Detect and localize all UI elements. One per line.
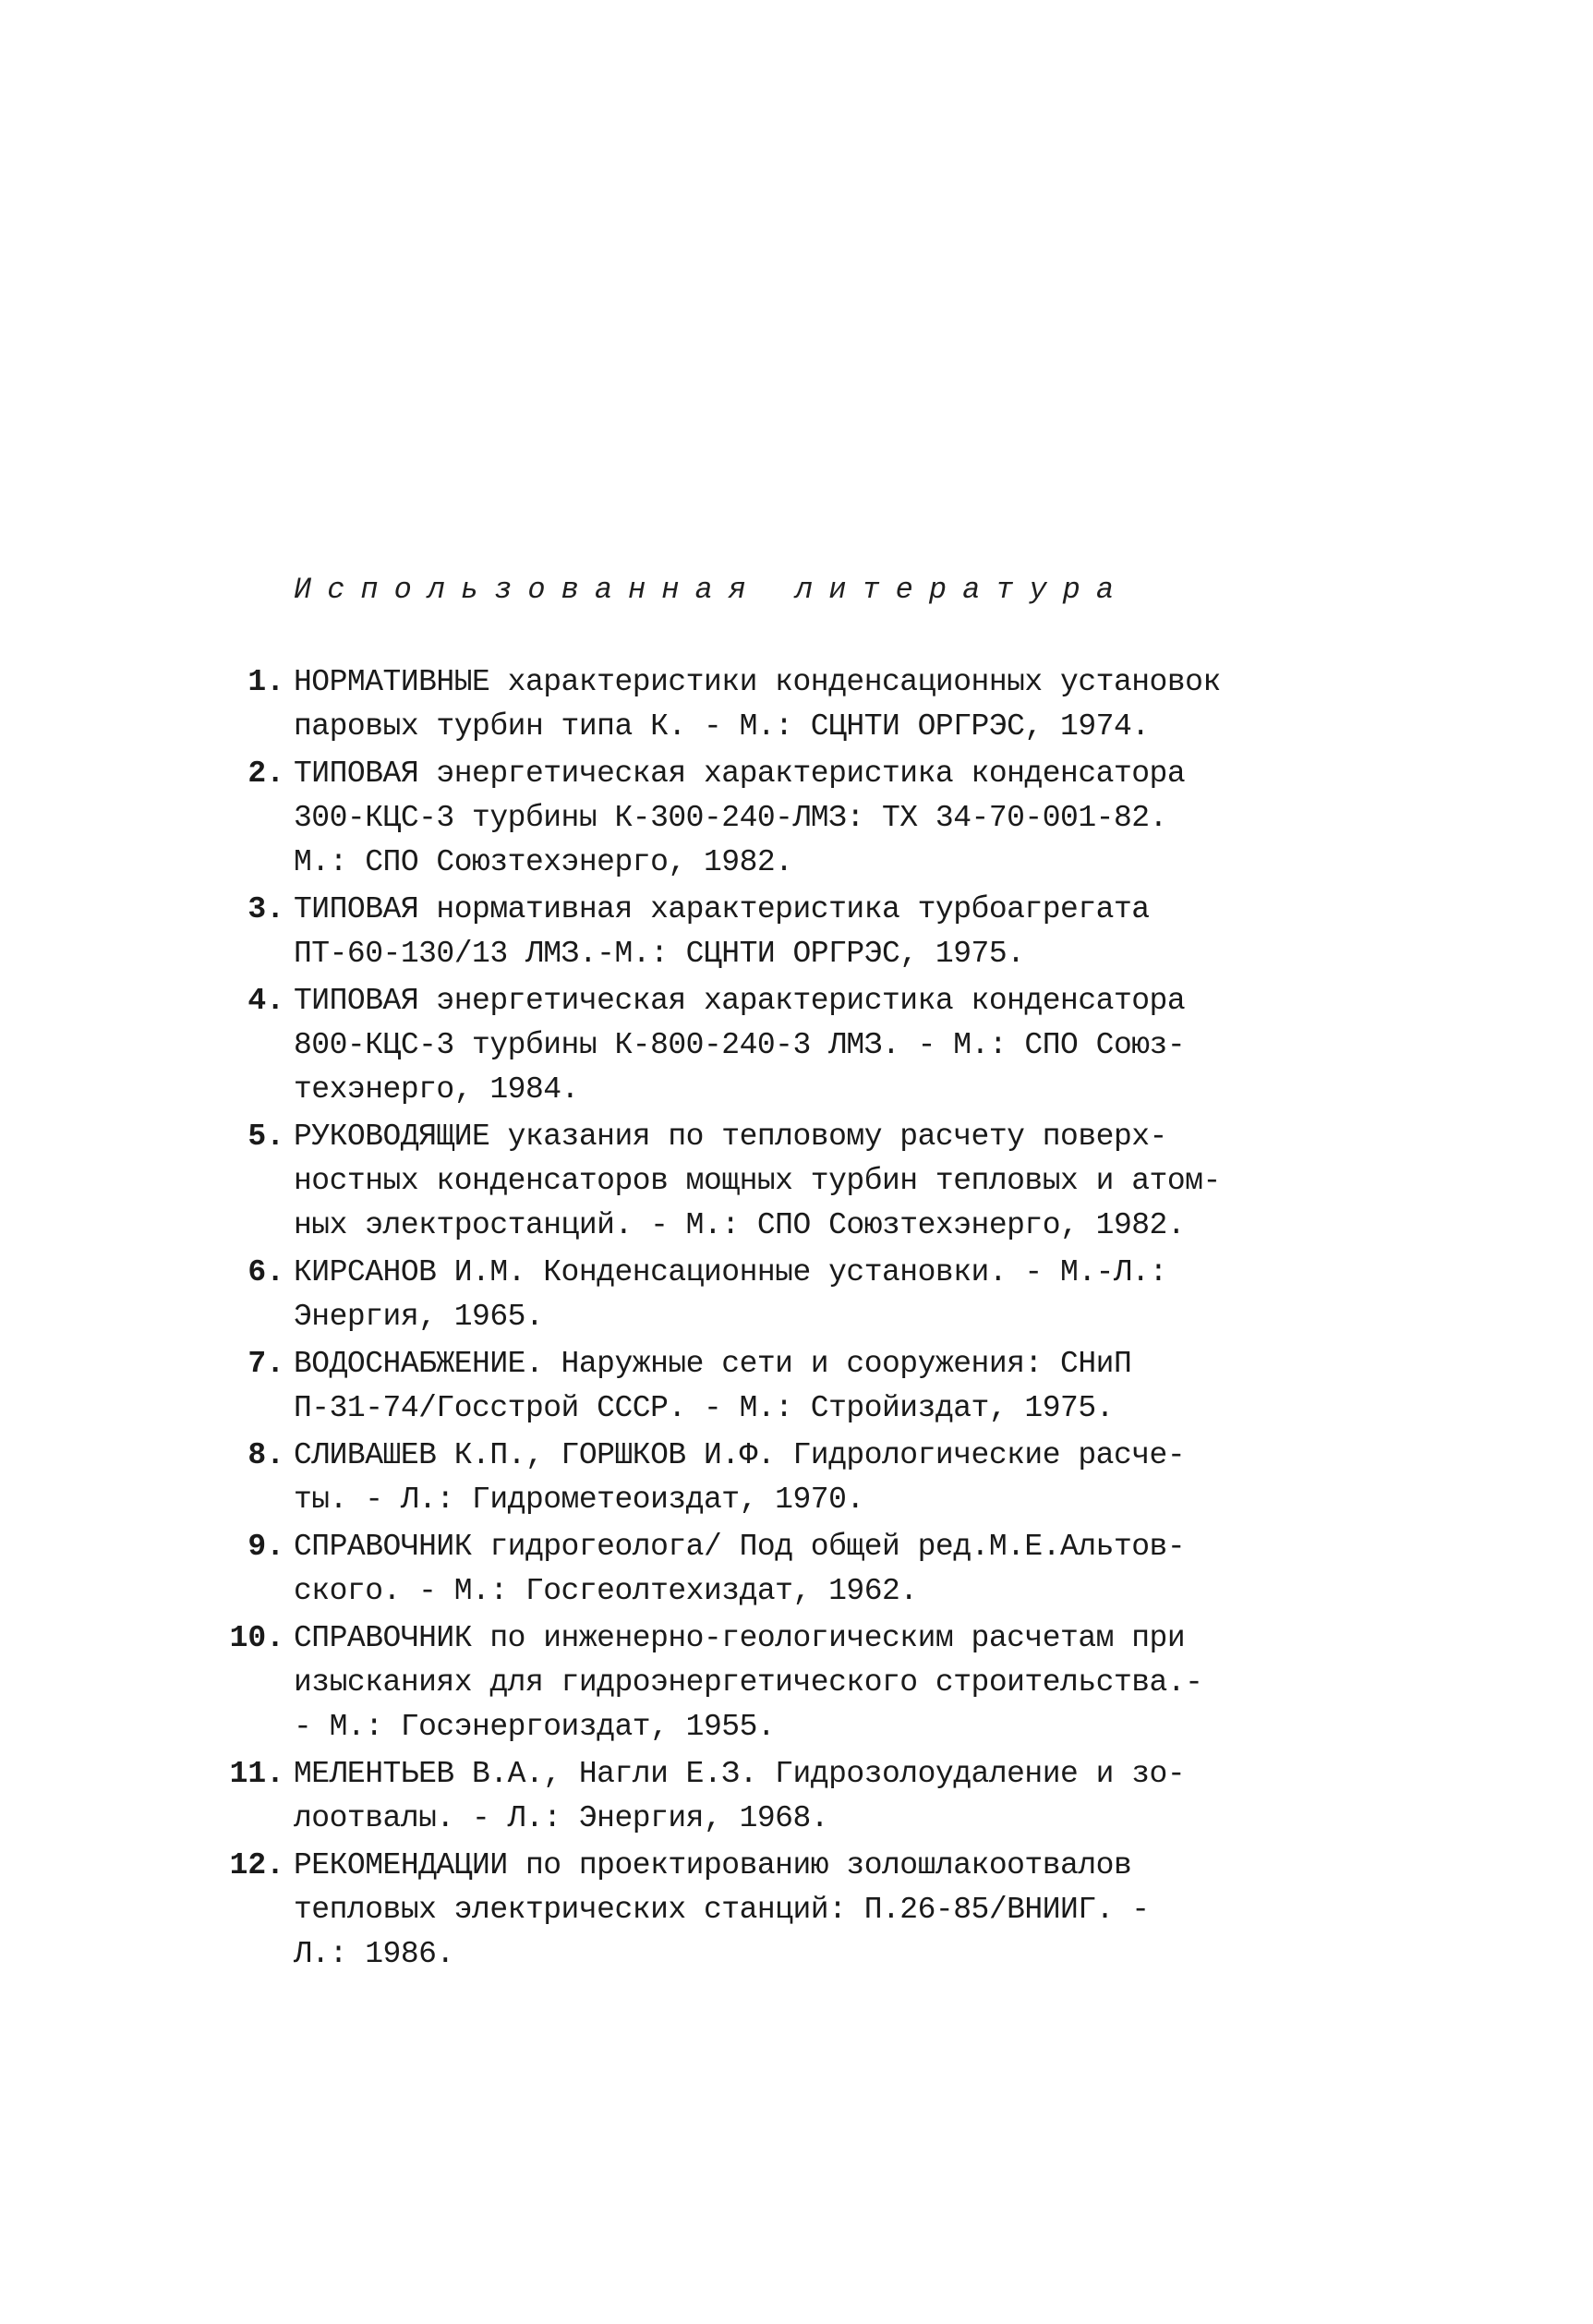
reference-item bbox=[222, 888, 1274, 976]
reference-text bbox=[294, 1752, 1274, 1841]
reference-text bbox=[294, 752, 1274, 885]
reference-number: 7. bbox=[247, 1347, 284, 1381]
reference-item bbox=[222, 1752, 1274, 1841]
reference-item bbox=[222, 752, 1274, 885]
reference-line: ТИПОВАЯ нормативная характеристика турбоагрегата bbox=[294, 892, 1150, 926]
reference-item bbox=[222, 979, 1274, 1112]
reference-line: изысканиях для гидроэнергетического строительства.- bbox=[294, 1665, 1203, 1700]
reference-text bbox=[294, 660, 1274, 749]
reference-line: ПТ-60-130/13 ЛМЗ.-М.: СЦНТИ ОРГРЭС, 1975. bbox=[294, 937, 1025, 971]
reference-number: 3. bbox=[247, 892, 284, 926]
reference-line: ского. - М.: Госгеолтехиздат, 1962. bbox=[294, 1574, 918, 1608]
reference-line: Л.: 1986. bbox=[294, 1937, 454, 1971]
reference-line: ностных конденсаторов мощных турбин тепловых и атом- bbox=[294, 1164, 1221, 1198]
reference-line: паровых турбин типа К. - М.: СЦНТИ ОРГРЭС, 1974. bbox=[294, 709, 1150, 744]
reference-item bbox=[222, 1616, 1274, 1749]
reference-line: СПРАВОЧНИК гидрогеолога/ Под общей ред.М.Е.Альтов- bbox=[294, 1530, 1186, 1564]
reference-line: ТИПОВАЯ энергетическая характеристика конденсатора bbox=[294, 984, 1186, 1018]
reference-line: РЕКОМЕНДАЦИИ по проектированию золошлакоотвалов bbox=[294, 1848, 1132, 1882]
reference-text bbox=[294, 1434, 1274, 1522]
reference-line: СЛИВАШЕВ К.П., ГОРШКОВ И.Ф. Гидрологические расче- bbox=[294, 1438, 1186, 1472]
reference-number: 9. bbox=[247, 1530, 284, 1564]
reference-item bbox=[222, 1115, 1274, 1248]
reference-item bbox=[222, 1844, 1274, 1977]
reference-text bbox=[294, 979, 1274, 1112]
reference-line: 800-КЦС-3 турбины К-800-240-3 ЛМЗ. - М.: СПО Союз- bbox=[294, 1028, 1186, 1062]
reference-line: СПРАВОЧНИК по инженерно-геологическим расчетам при bbox=[294, 1621, 1186, 1655]
reference-line: КИРСАНОВ И.М. Конденсационные установки. - М.-Л.: bbox=[294, 1255, 1167, 1289]
reference-number: 8. bbox=[247, 1438, 284, 1472]
reference-item bbox=[222, 1525, 1274, 1614]
reference-text bbox=[294, 888, 1274, 976]
reference-number: 5. bbox=[247, 1120, 284, 1154]
reference-item bbox=[222, 1342, 1274, 1431]
reference-number: 12. bbox=[229, 1848, 284, 1882]
reference-line: РУКОВОДЯЩИЕ указания по тепловому расчету поверх- bbox=[294, 1120, 1167, 1154]
reference-number: 4. bbox=[247, 984, 284, 1018]
reference-number: 1. bbox=[247, 665, 284, 699]
reference-line: ты. - Л.: Гидрометеоиздат, 1970. bbox=[294, 1483, 864, 1517]
reference-line: М.: СПО Союзтехэнерго, 1982. bbox=[294, 845, 793, 879]
reference-line: 300-КЦС-3 турбины К-300-240-ЛМЗ: ТХ 34-70-001-82. bbox=[294, 801, 1167, 835]
reference-number: 10. bbox=[229, 1621, 284, 1655]
reference-text bbox=[294, 1251, 1274, 1339]
page-title: Использованная литература bbox=[294, 573, 1130, 607]
reference-number: 2. bbox=[247, 757, 284, 791]
reference-line: ВОДОСНАБЖЕНИЕ. Наружные сети и сооружения: СНиП bbox=[294, 1347, 1132, 1381]
reference-line: Энергия, 1965. bbox=[294, 1300, 544, 1334]
reference-text bbox=[294, 1525, 1274, 1614]
reference-text bbox=[294, 1616, 1274, 1749]
reference-number: 11. bbox=[229, 1757, 284, 1791]
reference-item bbox=[222, 660, 1274, 749]
reference-line: техэнерго, 1984. bbox=[294, 1072, 579, 1107]
reference-number: 6. bbox=[247, 1255, 284, 1289]
reference-text bbox=[294, 1342, 1274, 1431]
reference-line: МЕЛЕНТЬЕВ В.А., Нагли Е.З. Гидрозолоудаление и зо- bbox=[294, 1757, 1186, 1791]
reference-line: П-31-74/Госстрой СССР. - М.: Стройиздат, 1975. bbox=[294, 1391, 1114, 1425]
reference-text bbox=[294, 1844, 1274, 1977]
reference-line: ных электростанций. - М.: СПО Союзтехэнерго, 1982. bbox=[294, 1208, 1186, 1242]
reference-line: тепловых электрических станций: П.26-85/ВНИИГ. - bbox=[294, 1893, 1150, 1927]
reference-text bbox=[294, 1115, 1274, 1248]
reference-line: - М.: Госэнергоиздат, 1955. bbox=[294, 1710, 776, 1744]
reference-line: лоотвалы. - Л.: Энергия, 1968. bbox=[294, 1801, 829, 1835]
reference-line: ТИПОВАЯ энергетическая характеристика конденсатора bbox=[294, 757, 1186, 791]
reference-list bbox=[222, 660, 1274, 1979]
reference-item bbox=[222, 1434, 1274, 1522]
reference-item bbox=[222, 1251, 1274, 1339]
reference-line: НОРМАТИВНЫЕ характеристики конденсационных установок bbox=[294, 665, 1221, 699]
